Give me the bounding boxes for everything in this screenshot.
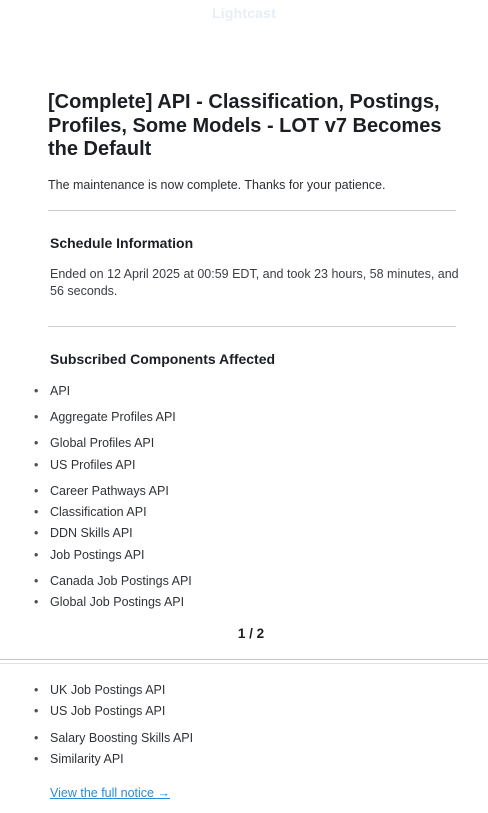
list-item [34, 384, 70, 398]
list-item [34, 484, 169, 498]
bullet: • [34, 574, 39, 588]
page-break-divider [0, 659, 488, 664]
component-name: Career Pathways API [50, 484, 169, 498]
component-name: Classification API [50, 505, 147, 519]
bullet: • [34, 548, 39, 562]
bullet: • [34, 410, 39, 424]
list-item [34, 683, 165, 697]
component-name: US Job Postings API [50, 704, 166, 718]
components-heading: Subscribed Components Affected [50, 351, 276, 367]
lightcast-logo: Lightcast [211, 5, 277, 21]
bullet: • [34, 704, 39, 718]
bullet: • [34, 384, 39, 398]
notice-summary: The maintenance is now complete. Thanks for your patience. [48, 178, 386, 192]
list-item [34, 505, 147, 519]
bullet: • [34, 484, 39, 498]
component-name: Salary Boosting Skills API [50, 731, 194, 745]
bullet: • [34, 505, 39, 519]
component-name: Global Profiles API [50, 436, 155, 450]
component-name: US Profiles API [50, 458, 136, 472]
view-full-notice-link[interactable]: View the full notice → [50, 786, 170, 800]
list-item [34, 704, 165, 718]
bullet: • [34, 731, 39, 745]
bullet: • [34, 436, 39, 450]
list-item [34, 595, 184, 609]
divider [48, 326, 456, 327]
page-indicator: 1 / 2 [237, 626, 265, 641]
component-name: Canada Job Postings API [50, 574, 192, 588]
component-name: UK Job Postings API [50, 683, 166, 697]
list-item [34, 548, 145, 562]
bullet: • [34, 595, 39, 609]
list-item [34, 436, 154, 450]
component-name: Similarity API [50, 752, 124, 766]
list-item [34, 752, 124, 766]
component-name: DDN Skills API [50, 526, 133, 540]
notice-title: [Complete] API - Classification, Postings, Profiles, Some Models - LOT v7 Becomes the Default [48, 91, 442, 160]
list-item [34, 574, 192, 588]
list-item [34, 410, 176, 424]
component-name: Aggregate Profiles API [50, 410, 176, 424]
component-name: Global Job Postings API [50, 595, 185, 609]
component-name: API [50, 384, 71, 398]
bullet: • [34, 458, 39, 472]
schedule-text: Ended on 12 April 2025 at 00:59 EDT, and took 23 hours, 58 minutes, and 56 seconds. [50, 267, 459, 298]
list-item [34, 731, 193, 745]
component-name: Job Postings API [50, 548, 145, 562]
list-item [34, 526, 133, 540]
bullet: • [34, 683, 39, 697]
bullet: • [34, 752, 39, 766]
bullet: • [34, 526, 39, 540]
divider [48, 210, 456, 211]
list-item [34, 458, 135, 472]
schedule-heading: Schedule Information [50, 235, 194, 251]
